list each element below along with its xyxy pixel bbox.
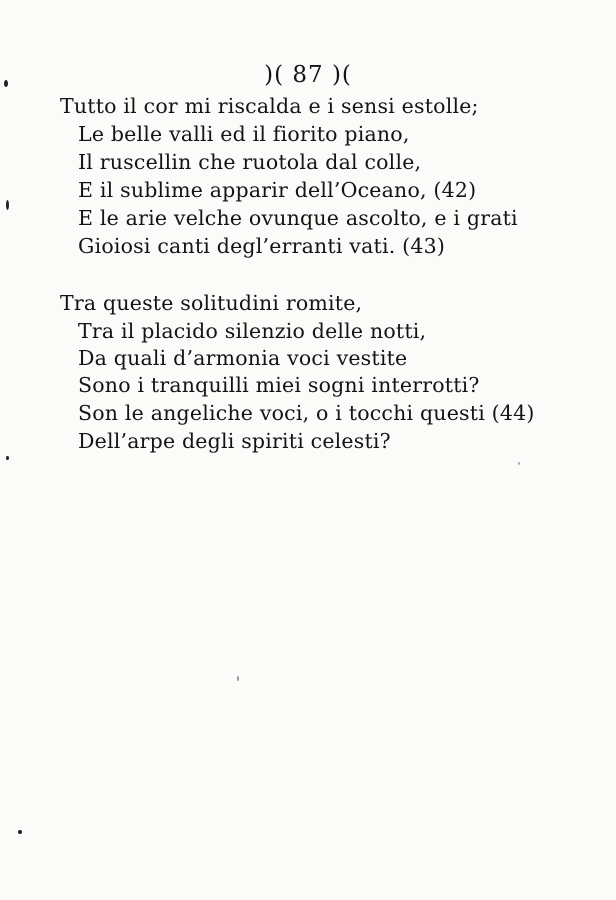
verse-line: Gioiosi canti degl’erranti vati. (43) [78, 234, 446, 258]
ink-speck [4, 80, 8, 87]
verse-line: Sono i tranquilli miei sogni interrotti? [78, 373, 480, 397]
verse-line: Dell’arpe degli spiriti celesti? [78, 429, 391, 453]
ink-speck [18, 830, 22, 834]
page-number: )( 87 )( [264, 62, 352, 88]
verse-line: Tutto il cor mi riscalda e i sensi estolle; [60, 94, 479, 118]
verse-line: E le arie velche ovunque ascolto, e i grati [78, 206, 518, 230]
verse-line: Son le angeliche voci, o i tocchi questi (44) [78, 401, 535, 425]
verse-line: Da quali d’armonia voci vestite [78, 346, 408, 370]
ink-speck [237, 676, 239, 681]
ink-speck [6, 200, 9, 210]
verse-line: Il ruscellin che ruotola dal colle, [78, 150, 422, 174]
ink-speck [518, 462, 520, 465]
verse-line: E il sublime apparir dell’Oceano, (42) [78, 178, 477, 202]
verse-line: Tra queste solitudini romite, [60, 291, 363, 315]
ink-speck [6, 456, 9, 460]
verse-line: Tra il placido silenzio delle notti, [78, 319, 427, 343]
verse-line: Le belle valli ed il fiorito piano, [78, 122, 410, 146]
